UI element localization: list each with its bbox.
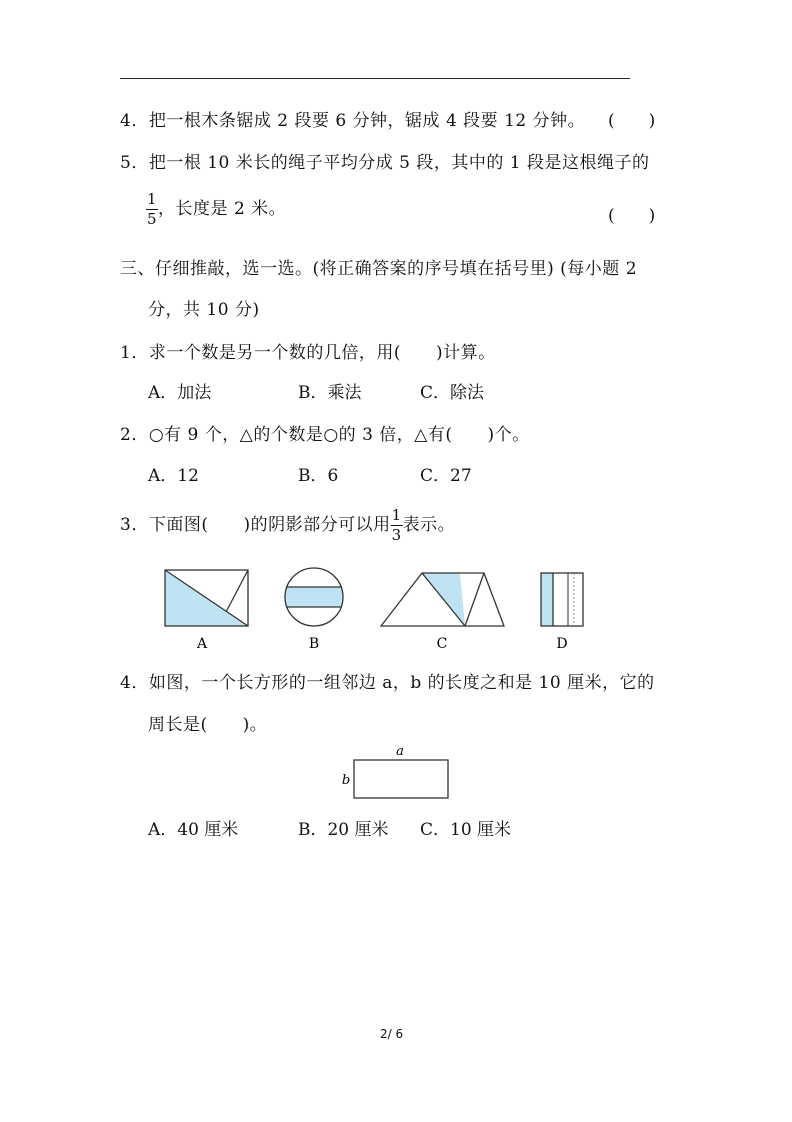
mc-question-4-line2: 周长是( )。 [148,715,268,735]
figure-a-label: A [196,636,208,652]
mc4-option-a[interactable]: A．40 厘米 [148,820,239,840]
header-rule [120,78,630,79]
mc3-figures [150,560,610,655]
mc3-text-pre: 3．下面图( )的阴影部分可以用 [120,515,391,535]
mc3-text-post: 表示。 [402,515,456,535]
side-label-b: b [341,773,351,788]
fraction-numerator: 1 [147,190,158,208]
judge-question-5-line2 [146,192,286,227]
judge-question-4: 4．把一根木条锯成 2 段要 6 分钟，锯成 4 段要 12 分钟。 [120,111,586,131]
mc2-option-a[interactable]: A．12 [148,466,199,486]
mc1-option-c[interactable]: C．除法 [420,383,485,403]
figure-b-label: B [308,636,320,652]
section-3-heading-cont: 分，共 10 分) [148,300,260,320]
mc2-option-c[interactable]: C．27 [420,466,472,486]
fraction-one-third [391,508,403,543]
answer-blank-5[interactable]: ( ) [608,206,656,226]
side-label-a: a [396,744,404,759]
fraction-denominator: 3 [391,526,402,544]
mc1-option-b[interactable]: B．乘法 [298,383,362,403]
answer-blank-4[interactable]: ( ) [608,111,656,131]
mc-question-4-line1: 4．如图，一个长方形的一组邻边 a，b 的长度之和是 10 厘米，它的 [120,673,655,693]
figure-b[interactable] [280,568,350,652]
figure-c-label: C [436,636,448,652]
fraction-one-fifth [146,192,158,227]
fraction-denominator: 5 [147,210,158,228]
question-5-text: ，长度是 2 米。 [158,199,287,219]
fraction-numerator: 1 [391,506,402,524]
figure-c[interactable] [381,573,504,652]
figure-a[interactable] [165,570,248,652]
mc-question-1: 1．求一个数是另一个数的几倍，用( )计算。 [120,343,496,363]
page-number: 2/ 6 [380,1027,404,1041]
mc4-option-c[interactable]: C．10 厘米 [420,820,512,840]
figure-d[interactable] [541,573,583,652]
mc1-option-a[interactable]: A．加法 [148,383,212,403]
mc-question-3 [120,508,455,543]
figure-d-label: D [556,636,568,652]
mc-question-2: 2．○有 9 个，△的个数是○的 3 倍，△有( )个。 [120,425,530,445]
mc4-option-b[interactable]: B．20 厘米 [298,820,389,840]
section-3-heading: 三、仔细推敲，选一选。(将正确答案的序号填在括号里) (每小题 2 [120,259,638,279]
rectangle-figure [336,740,466,805]
judge-question-5-line1: 5．把一根 10 米长的绳子平均分成 5 段，其中的 1 段是这根绳子的 [120,153,650,173]
mc2-option-b[interactable]: B．6 [298,466,339,486]
